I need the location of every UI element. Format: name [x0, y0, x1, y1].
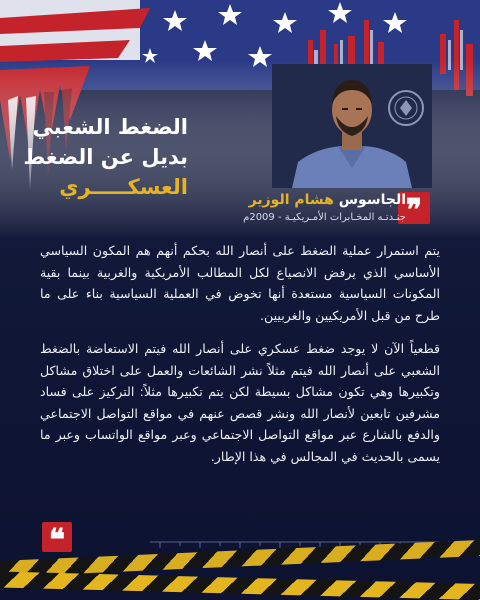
spy-name-highlight: هشام الوزير [248, 192, 334, 208]
quote-body [40, 240, 440, 479]
headline-line-3: العسكـــــري [59, 175, 188, 199]
body-paragraph-2: قطعياً الآن لا يوجد ضغط عسكري على أنصار الله فيتم الاستعاضة بالضغط الشعبي على أنصار الله فيتم مثلاً نشر الشائعات والعمل على اختلاق مشاكل وتكبيرها وهي تكون مشاكل بسيطة لكن يتم تكبيرها مثلاً: التركيز على فساد مشرفين تابعين لأنصار الله ونشر قصص عنهم في مواقع التواصل الاجتماعي والدفع بالشارع عبر مواقع التواصل الاجتماعي وعبر مواقع الواتساب وعبر ما يسمى بالحديث في المجالس في هذا الإطار. [40, 341, 440, 464]
spy-photo [272, 64, 432, 188]
body-paragraph-1: يتم استمرار عملية الضغط على أنصار الله بحكم أنهم هم المكون السياسي الأساسي الذي يرفض الانصياع لكل المطالب الأمريكية والغربية بينما بقية المكونات السياسية مستعدة أنها تخوض في العملية السياسية بناء على ما طرح من قبل الأمريكيين والغربيين. [40, 243, 440, 323]
headline-line-1: الضغط الشعبي [32, 115, 188, 139]
spy-prefix: الجاسوس [333, 192, 406, 208]
headline [18, 112, 188, 202]
quote-close-icon [42, 522, 72, 558]
spy-subtitle: جنـدتـه المخـابرات الأمـريكيـة - 2009م [243, 212, 406, 223]
spy-name [249, 192, 406, 208]
caution-tape-lower [0, 571, 480, 600]
headline-line-2: بديل عن الضغط [23, 145, 188, 169]
quote-close-glyph: ❝ [48, 523, 66, 558]
quote-open-glyph: ❞ [405, 193, 423, 228]
